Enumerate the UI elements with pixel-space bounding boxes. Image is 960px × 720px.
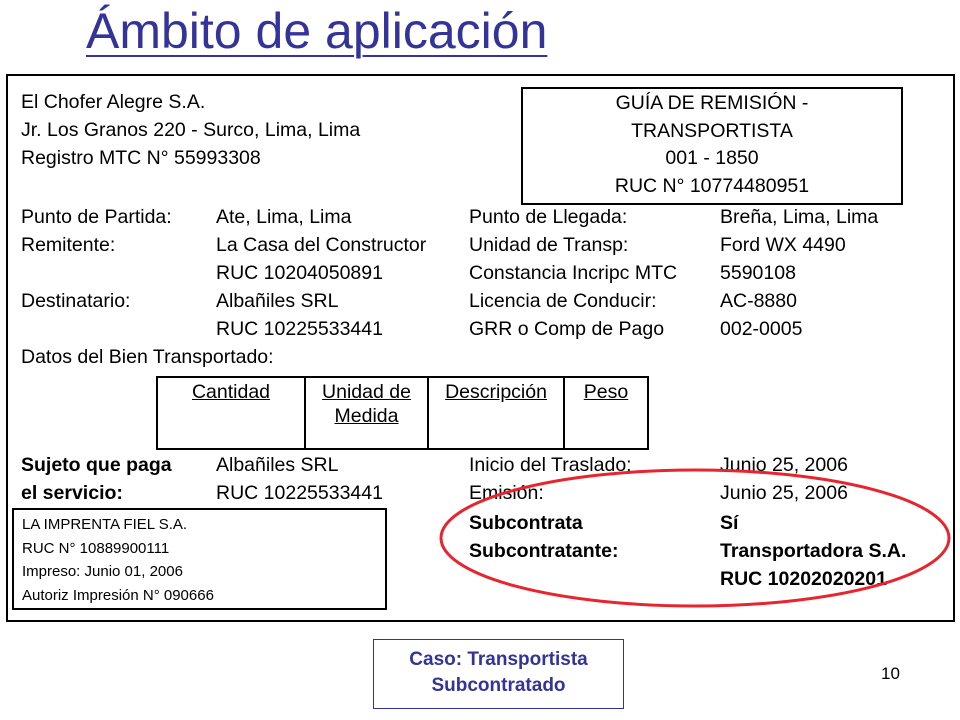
unidad-transp-label: Unidad de Transp: xyxy=(469,234,629,256)
caption-box xyxy=(373,639,624,709)
goods-col-unidad: Unidad de Medida xyxy=(305,377,428,449)
emision-label: Emisión: xyxy=(469,482,544,504)
goods-col-cantidad: Cantidad xyxy=(157,377,305,449)
destinatario-label: Destinatario: xyxy=(21,290,131,312)
page-number: 10 xyxy=(881,664,900,683)
goods-heading: Datos del Bien Transportado: xyxy=(21,346,274,368)
printer-impreso: Impreso: Junio 01, 2006 xyxy=(22,563,183,580)
goods-col-peso: Peso xyxy=(564,377,648,449)
constancia-value: 5590108 xyxy=(720,262,796,284)
guide-number: 001 - 1850 xyxy=(665,147,759,169)
remitente-ruc: RUC 10204050891 xyxy=(216,262,383,284)
llegada-value: Breña, Lima, Lima xyxy=(720,206,879,228)
payer-value: Albañiles SRL xyxy=(216,454,339,476)
guide-title-line1: GUÍA DE REMISIÓN - xyxy=(615,92,809,114)
licencia-value: AC-8880 xyxy=(720,290,797,312)
printer-autoriz: Autoriz Impresión N° 090666 xyxy=(22,586,214,604)
guide-box xyxy=(521,87,903,205)
printer-ruc: RUC N° 10889900111 xyxy=(22,539,170,557)
inicio-value: Junio 25, 2006 xyxy=(720,454,848,476)
subcontrata-value: Sí xyxy=(720,512,739,534)
goods-table xyxy=(156,376,649,450)
licencia-label: Licencia de Conducir: xyxy=(469,290,657,312)
guide-ruc: RUC N° 10774480951 xyxy=(614,174,810,197)
remitente-value: La Casa del Constructor xyxy=(216,234,427,256)
subcontratante-value: Transportadora S.A. xyxy=(720,540,907,562)
unidad-transp-value: Ford WX 4490 xyxy=(720,234,846,256)
printer-name: LA IMPRENTA FIEL S.A. xyxy=(22,516,188,533)
remitente-label: Remitente: xyxy=(21,234,116,256)
destinatario-ruc: RUC 10225533441 xyxy=(216,318,383,340)
subcontrata-label: Subcontrata xyxy=(469,512,583,534)
company-name: El Chofer Alegre S.A. xyxy=(21,91,206,113)
highlight-ellipse xyxy=(437,466,953,610)
company-address: Jr. Los Granos 220 - Surco, Lima, Lima xyxy=(21,119,361,141)
emision-value: Junio 25, 2006 xyxy=(720,482,848,504)
caption-line2: Subcontratado xyxy=(431,675,566,696)
partida-value: Ate, Lima, Lima xyxy=(216,206,352,228)
grr-label: GRR o Comp de Pago xyxy=(469,318,665,340)
subcontratante-label: Subcontratante: xyxy=(469,540,619,562)
payer-label-1: Sujeto que paga xyxy=(21,454,172,476)
grr-value: 002-0005 xyxy=(720,318,803,340)
payer-label-2: el servicio: xyxy=(21,482,123,504)
llegada-label: Punto de Llegada: xyxy=(469,206,628,228)
subcontratante-ruc: RUC 10202020201 xyxy=(720,568,887,590)
guide-title-line2: TRANSPORTISTA xyxy=(631,119,793,142)
destinatario-value: Albañiles SRL xyxy=(216,290,339,312)
caption-line1: Caso: Transportista xyxy=(409,649,588,670)
company-registro: Registro MTC N° 55993308 xyxy=(21,147,261,169)
slide-title: Ámbito de aplicación xyxy=(86,3,548,59)
goods-col-descripcion: Descripción xyxy=(428,377,564,449)
inicio-label: Inicio del Traslado: xyxy=(469,454,632,476)
goods-header-row xyxy=(157,377,648,449)
printer-box xyxy=(12,508,387,610)
constancia-label: Constancia Incripc MTC xyxy=(469,262,678,284)
payer-ruc: RUC 10225533441 xyxy=(216,482,383,504)
partida-label: Punto de Partida: xyxy=(21,206,172,228)
